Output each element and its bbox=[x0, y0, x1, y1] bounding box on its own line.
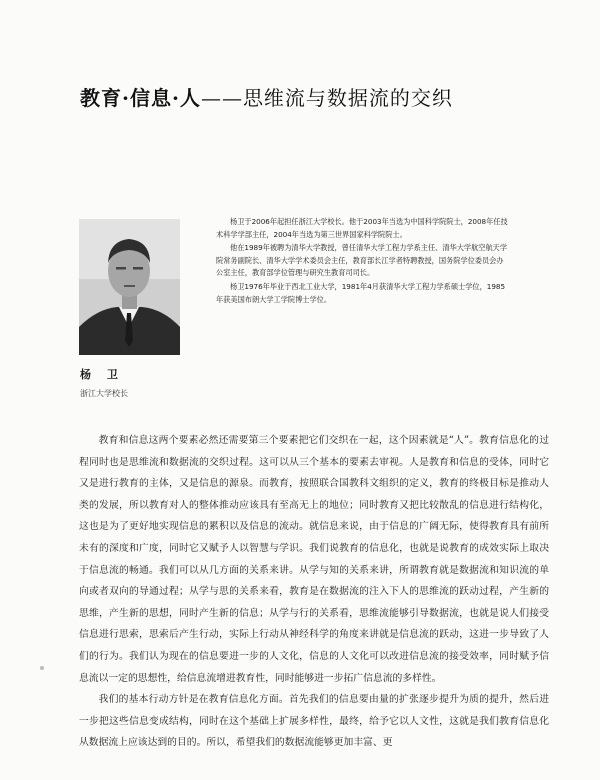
article-title-main: 教育·信息·人 bbox=[80, 86, 201, 110]
portrait-photo-icon bbox=[79, 219, 180, 355]
author-photo bbox=[79, 219, 180, 355]
author-name: 杨 卫 bbox=[80, 368, 124, 381]
article-body bbox=[79, 430, 549, 754]
article-title bbox=[80, 82, 453, 111]
author-affiliation: 浙江大学校长 bbox=[80, 389, 128, 398]
bio-paragraph: 杨卫于2006年起担任浙江大学校长。他于2003年当选为中国科学院院士，2008年任技术科学学部主任，2004年当选为第三世界国家科学院院士。 bbox=[216, 217, 508, 239]
body-paragraph: 教育和信息这两个要素必然还需要第三个要素把它们交织在一起，这个因素就是“人”。教育信息化的过程同时也是思维流和数据流的交织过程。这可以从三个基本的要素去审视。人是教育和信息的受体，同时它又是进行教育的主体，又是信息的源泉。而教育，按照联合国教科文组织的定义，教育的终极目标是推动人类的发展，所以教育对人的整体推动应该具有至高无上的地位；同时教育又把比较散乱的信息进行结构化，这也是为了更好地实现信息的累积以及信息的流动。就信息来说，由于信息的广阔无际，使得教育具有前所未有的深度和广度，同时它又赋予人以智慧与学识。我们说教育的信息化，也就是说教育的成效实际上取决于信息流的畅通。我们可以从几方面的关系来讲。从学与知的关系来讲，所谓教育就是数据流和知识流的单向或者双向的导通过程；从学与思的关系来看，教育是在数据流的注入下人的思维流的跃动过程，产生新的思维，产生新的思想，同时产生新的信息；从学与行的关系看，思维流能够引导数据流，也就是说人们接受信息进行思索，思索后产生行动，实际上行动从神经科学的角度来讲就是信息流的跃动，这进一步导致了人们的行为。我们认为现在的信息要进一步的人文化，信息的人文化可以改进信息流的接受效率，同时赋予信息流以一定的思想性，给信息流增进教育性，同时能够进一步拓广信息流的多样性。 bbox=[79, 435, 549, 684]
bio-paragraph: 他在1989年被聘为清华大学教授，曾任清华大学工程力学系主任、清华大学航空航天学院常务副院长、清华大学学术委员会主任，教育部长江学者特聘教授，国务院学位委员会办公室主任，教育部学位管理与研究生教育司司长。 bbox=[216, 243, 508, 278]
body-paragraph: 我们的基本行动方针是在教育信息化方面。首先我们的信息要由量的扩张逐步提升为质的提升，然后进一步把这些信息变成结构，同时在这个基础上扩展多样性，最终，给予它以人文性，这就是我们教育信息化从数据流上应该达到的目的。所以，希望我们的数据流能够更加丰富、更 bbox=[79, 694, 549, 749]
article-title-subtitle: ——思维流与数据流的交织 bbox=[200, 86, 453, 110]
margin-dot bbox=[40, 666, 44, 670]
bio-paragraph: 杨卫1976年毕业于西北工业大学，1981年4月获清华大学工程力学系硕士学位，1985年获美国布朗大学工学院博士学位。 bbox=[216, 281, 506, 304]
author-bio bbox=[216, 216, 508, 307]
